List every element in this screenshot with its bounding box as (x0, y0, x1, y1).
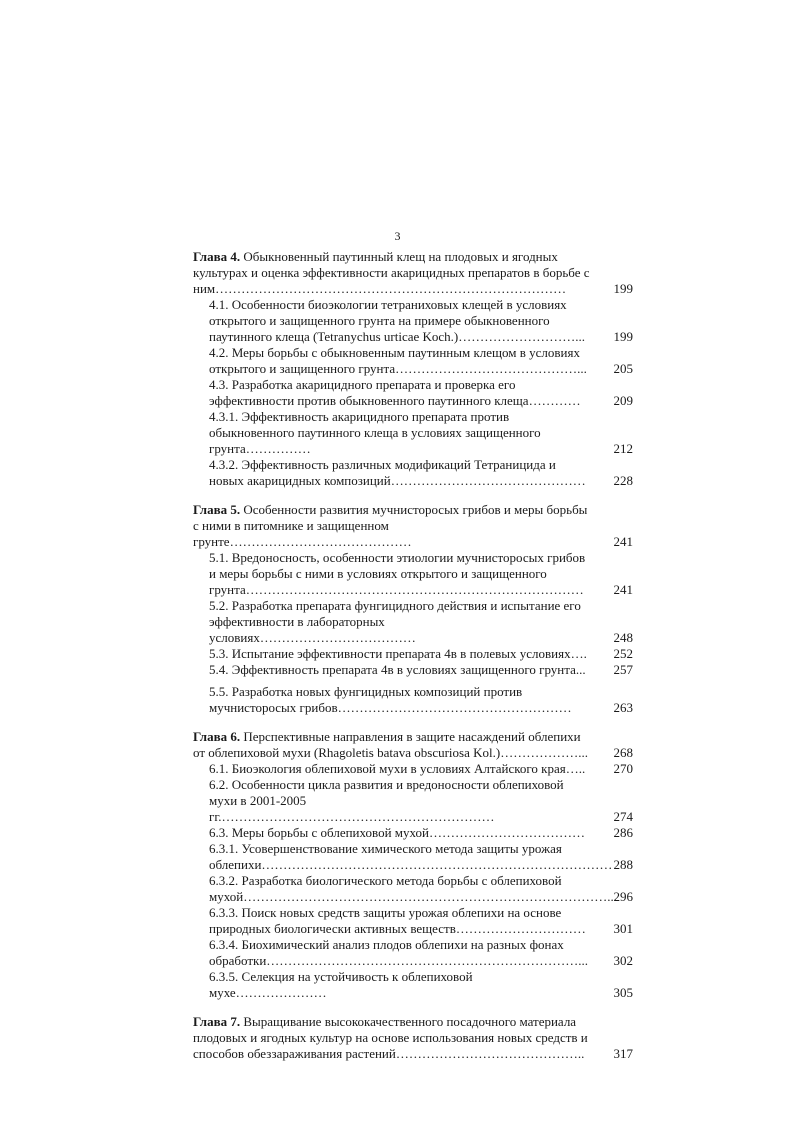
entry-text: 6.1. Биоэкология облепиховой мухи в условиях Алтайского края….. (209, 761, 586, 776)
entry-page: 209 (613, 393, 633, 408)
entry-text: 6.3.5. Селекция на устойчивость к облепиховой мухе………………… (209, 969, 473, 1000)
toc-entry-4-2 (193, 345, 633, 377)
chapter-leader: ………………... (500, 745, 588, 760)
entry-page: 296 (613, 889, 633, 904)
entry-text: 4.3.1. Эффективность акарицидного препарата против обыкновенного паутинного клеща в условиях защищенного грунта…………… (209, 409, 541, 456)
entry-page: 263 (613, 700, 633, 715)
chapter-title: Перспективные направления в защите насаждений облепихи от облепиховой мухи (Rhagoletis batava obscuriosa Kol.) (193, 729, 581, 760)
entry-text: 4.1. Особенности биоэкологии тетраниховых клещей в условиях открытого и защищенного грунта на примере обыкновенного паутинного клеща (Tetranychus urticae Koch.)………………………... (209, 297, 586, 344)
chapter-page: 241 (613, 534, 633, 549)
entry-page: 274 (613, 809, 633, 824)
entry-text: 5.3. Испытание эффективности препарата 4в в полевых условиях…. (209, 646, 587, 661)
toc-entry-5-1 (193, 550, 633, 598)
chapter-page: 268 (613, 745, 633, 760)
entry-page: 257 (613, 662, 633, 677)
chapter-label: Глава 5. (193, 502, 241, 517)
entry-page: 286 (613, 825, 633, 840)
toc-entry-4-3 (193, 377, 633, 409)
toc-entry-6-3-5 (193, 969, 633, 1001)
toc-entry-6-2 (193, 777, 633, 825)
entry-text: 5.1. Вредоносность, особенности этиологии мучнисторосых грибов и меры борьбы с ними в условиях открытого и защищенного грунта…………………………………………………………………… (209, 550, 586, 597)
entry-text: 6.3. Меры борьбы с облепиховой мухой……………………………… (209, 825, 585, 840)
entry-page: 302 (613, 953, 633, 968)
entry-page: 241 (613, 582, 633, 597)
page-number: 3 (394, 229, 401, 243)
toc-entry-6-3-4 (193, 937, 633, 969)
toc-entry-5-3 (193, 646, 633, 662)
entry-text: 6.3.3. Поиск новых средств защиты урожая облепихи на основе природных биологически активных веществ………………………… (209, 905, 586, 936)
chapter-page: 317 (613, 1046, 633, 1061)
entry-text: 4.3.2. Эффективность различных модификаций Тетраницида и новых акарицидных композиций……………………………………… (209, 457, 586, 488)
table-of-contents (193, 249, 633, 1062)
toc-chapter-4 (193, 249, 633, 297)
chapter-title: Обыкновенный паутинный клещ на плодовых и ягодных культурах и оценка эффективности акарицидных препаратов в борьбе с ним (193, 249, 590, 296)
entry-text: 6.3.2. Разработка биологического метода борьбы с облепиховой мухой…………………………………………………………………………... (209, 873, 617, 904)
entry-page: 305 (613, 985, 633, 1000)
toc-entry-6-1 (193, 761, 633, 777)
entry-page: 252 (613, 646, 633, 661)
entry-page: 199 (613, 329, 633, 344)
toc-entry-5-2 (193, 598, 633, 646)
entry-page: 288 (613, 857, 633, 872)
toc-entry-4-1 (193, 297, 633, 345)
entry-text: 6.3.1. Усовершенствование химического метода защиты урожая облепихи……………………………………………………………………… (209, 841, 613, 872)
entry-page: 301 (613, 921, 633, 936)
toc-entry-6-3-2 (193, 873, 633, 905)
toc-chapter-5 (193, 502, 633, 550)
toc-chapter-6 (193, 729, 633, 761)
chapter-leader: …………………………………… (229, 534, 412, 549)
chapter-leader: ……………………………………………………………………… (215, 281, 567, 296)
chapter-label: Глава 6. (193, 729, 241, 744)
entry-page: 248 (613, 630, 633, 645)
toc-entry-6-3-3 (193, 905, 633, 937)
entry-page: 212 (613, 441, 633, 456)
toc-entry-6-3-1 (193, 841, 633, 873)
toc-entry-4-3-2 (193, 457, 633, 489)
entry-text: 5.4. Эффективность препарата 4в в условиях защищенного грунта... (209, 662, 586, 677)
entry-text: 5.2. Разработка препарата фунгицидного действия и испытание его эффективности в лабораторных условиях……………………………… (209, 598, 581, 645)
toc-entry-4-3-1 (193, 409, 633, 457)
toc-chapter-7 (193, 1014, 633, 1062)
chapter-title: Выращивание высококачественного посадочного материала плодовых и ягодных культур на основе использования новых средств и способов обеззараживания растений (193, 1014, 588, 1061)
entry-text: 5.5. Разработка новых фунгицидных композиций против мучнисторосых грибов……………………………………………… (209, 684, 572, 715)
chapter-leader: …………………………………….. (395, 1046, 585, 1061)
chapter-title: Особенности развития мучнисторосых грибов и меры борьбы с ними в питомнике и защищенном грунте (193, 502, 588, 549)
entry-text: 4.2. Меры борьбы с обыкновенным паутинным клещом в условиях открытого и защищенного грунта……………………………………... (209, 345, 587, 376)
entry-page: 205 (613, 361, 633, 376)
toc-entry-5-4 (193, 662, 633, 678)
entry-page: 270 (613, 761, 633, 776)
entry-text: 6.3.4. Биохимический анализ плодов облепихи на разных фонах обработки………………………………………………………………... (209, 937, 589, 968)
entry-text: 4.3. Разработка акарицидного препарата и проверка его эффективности против обыкновенного паутинного клеща………… (209, 377, 581, 408)
chapter-label: Глава 4. (193, 249, 241, 264)
chapter-label: Глава 7. (193, 1014, 241, 1029)
chapter-page: 199 (613, 281, 633, 296)
entry-text: 6.2. Особенности цикла развития и вредоносности облепиховой мухи в 2001-2005 гг.……………………………………………………… (209, 777, 564, 824)
entry-page: 228 (613, 473, 633, 488)
toc-entry-5-5 (193, 684, 633, 716)
toc-entry-6-3 (193, 825, 633, 841)
